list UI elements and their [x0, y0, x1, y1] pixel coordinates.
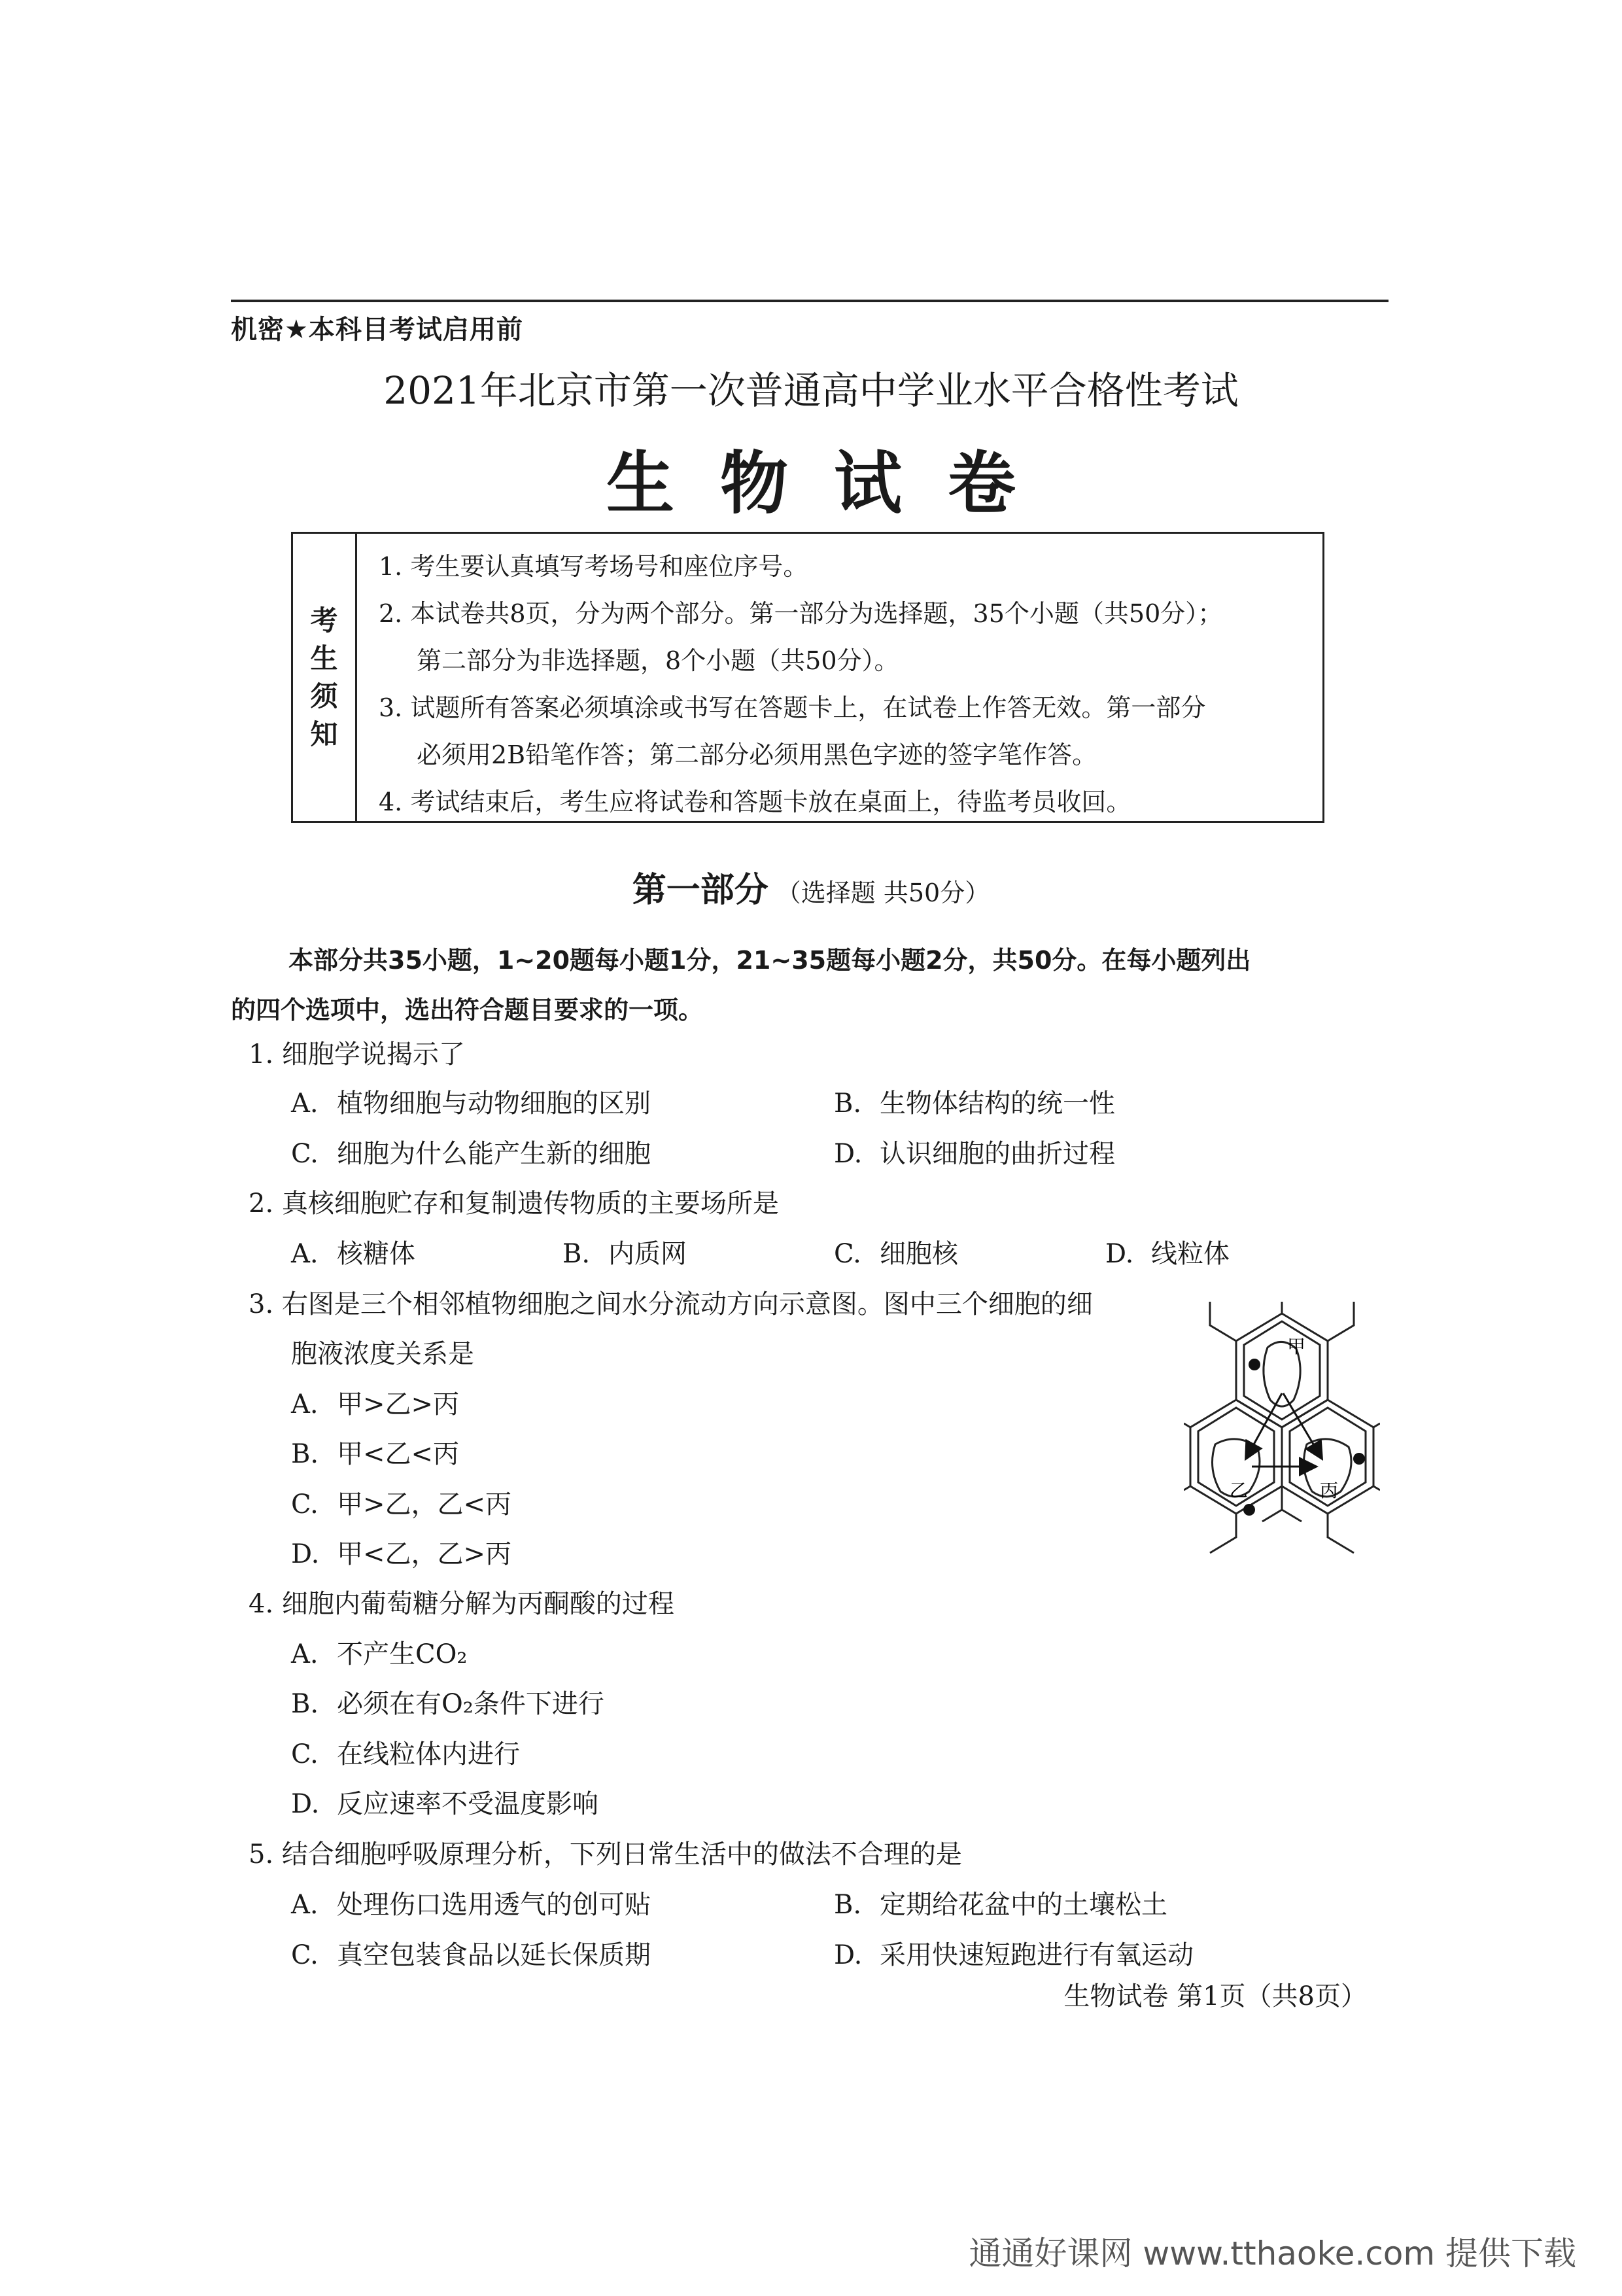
nucleus-b [1243, 1504, 1255, 1516]
question-4-option-c: C. 在线粒体内进行 [291, 1739, 520, 1769]
notice-label-char: 须 [310, 680, 338, 712]
exam-title: 2021年北京市第一次普通高中学业水平合格性考试 [383, 368, 1239, 413]
notice-item-number: 1. [379, 552, 403, 581]
notice-body [355, 534, 1322, 821]
question-3-stem-cont: 胞液浓度关系是 [291, 1339, 474, 1369]
question-3-option-d: D. 甲<乙，乙>丙 [291, 1539, 512, 1569]
question-4-option-a: A. 不产生CO₂ [291, 1639, 468, 1669]
part1-title: 第一部分 [632, 871, 768, 910]
page-footer: 生物试卷 第1页（共8页） [1063, 1981, 1367, 2011]
question-5-option-d: D. 采用快速短跑进行有氧运动 [834, 1940, 1194, 1970]
question-4-option-b: B. 必须在有O₂条件下进行 [291, 1689, 604, 1719]
cell-wall-a [1236, 1313, 1328, 1427]
question-5-option-b: B. 定期给花盆中的土壤松土 [834, 1890, 1167, 1920]
notice-item-text: 考试结束后，考生应将试卷和答题卡放在桌面上，待监考员收回。 [410, 788, 1131, 816]
question-4-stem: 4. 细胞内葡萄糖分解为丙酮酸的过程 [249, 1589, 674, 1619]
question-5-option-a: A. 处理伤口选用透气的创可贴 [291, 1890, 651, 1920]
notice-item-text: 本试卷共8页，分为两个部分。第一部分为选择题，35个小题（共50分）； [410, 599, 1223, 628]
nucleus-c [1353, 1453, 1365, 1465]
cell-label-a: 甲 [1287, 1336, 1306, 1357]
question-3-stem: 3. 右图是三个相邻植物细胞之间水分流动方向示意图。图中三个细胞的细 [249, 1289, 1093, 1319]
question-5-stem: 5. 结合细胞呼吸原理分析，下列日常生活中的做法不合理的是 [249, 1839, 962, 1870]
notice-item-text-cont: 第二部分为非选择题，8个小题（共50分）。 [417, 646, 899, 675]
question-1-stem: 1. 细胞学说揭示了 [249, 1039, 465, 1070]
notice-item-text: 考生要认真填写考场号和座位序号。 [410, 552, 808, 581]
part1-subtitle: （选择题 共50分） [776, 878, 990, 907]
question-5-option-c: C. 真空包装食品以延长保质期 [291, 1940, 651, 1970]
notice-label-char: 考 [310, 604, 338, 636]
cell-label-b: 乙 [1230, 1480, 1249, 1501]
candidate-notice-box [291, 532, 1324, 823]
question-1-option-d: D. 认识细胞的曲折过程 [834, 1139, 1115, 1169]
question-3-option-a: A. 甲>乙>丙 [291, 1389, 460, 1419]
notice-item [379, 590, 1309, 637]
notice-item [379, 684, 1309, 731]
question-1-option-b: B. 生物体结构的统一性 [834, 1088, 1115, 1119]
nucleus-a [1249, 1359, 1260, 1370]
part1-heading [0, 862, 1622, 911]
notice-item [379, 778, 1309, 826]
notice-item-number: 4. [379, 788, 403, 816]
notice-label [293, 534, 357, 821]
notice-item-number: 2. [379, 599, 403, 628]
question-2-option-c: C. 细胞核 [834, 1239, 958, 1269]
watermark: 通通好课网 www.tthaoke.com 提供下载 [969, 2235, 1576, 2272]
cell-water-flow-figure [1184, 1302, 1380, 1563]
question-2-option-b: B. 内质网 [562, 1239, 687, 1269]
part1-instruction [231, 935, 1389, 1035]
instruction-line: 的四个选项中，选出符合题目要求的一项。 [231, 996, 704, 1024]
question-1-option-a: A. 植物细胞与动物细胞的区别 [291, 1088, 651, 1119]
question-3-option-b: B. 甲<乙<丙 [291, 1439, 460, 1469]
question-2-stem: 2. 真核细胞贮存和复制遗传物质的主要场所是 [249, 1189, 779, 1219]
notice-label-char: 生 [310, 642, 338, 674]
notice-item-number: 3. [379, 693, 403, 722]
instruction-line: 本部分共35小题，1~20题每小题1分，21~35题每小题2分，共50分。在每小题列出 [288, 946, 1251, 975]
question-2-option-d: D. 线粒体 [1105, 1239, 1230, 1269]
question-3-option-c: C. 甲>乙，乙<丙 [291, 1489, 512, 1520]
question-2-option-a: A. 核糖体 [291, 1239, 415, 1269]
question-1-option-c: C. 细胞为什么能产生新的细胞 [291, 1139, 651, 1169]
question-4-option-d: D. 反应速率不受温度影响 [291, 1789, 598, 1819]
confidential-mark: 机密★本科目考试启用前 [231, 315, 523, 345]
notice-item-text: 试题所有答案必须填涂或书写在答题卡上，在试卷上作答无效。第一部分 [410, 693, 1206, 722]
notice-item [379, 543, 1309, 590]
notice-label-char: 知 [310, 718, 338, 750]
arrow-a-to-b [1247, 1393, 1282, 1457]
notice-item-text-cont: 必须用2B铅笔作答；第二部分必须用黑色字迹的签字笔作答。 [417, 740, 1097, 769]
top-rule [231, 300, 1389, 302]
paper-title: 生物试卷 [606, 444, 1061, 523]
cell-label-c: 丙 [1320, 1480, 1339, 1501]
